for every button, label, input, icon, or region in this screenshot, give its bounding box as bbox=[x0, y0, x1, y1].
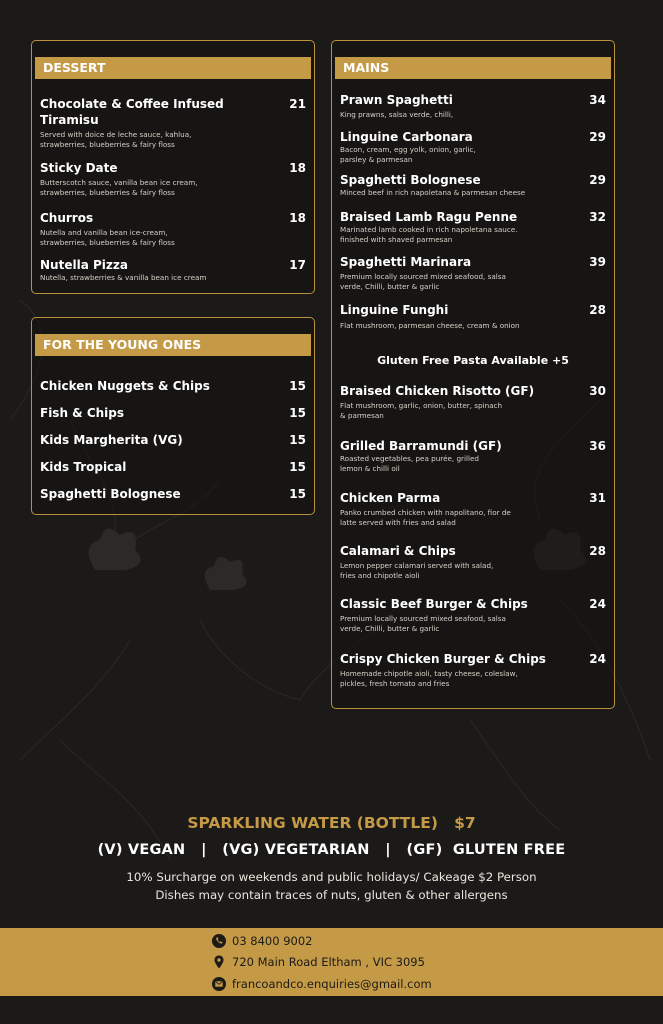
item-description: Nutella and vanilla bean ice-cream, strawberries, blueberries & fairy floss bbox=[40, 228, 175, 247]
item-price: 28 bbox=[589, 544, 606, 558]
menu-item bbox=[340, 209, 606, 244]
item-name: Spaghetti Marinara bbox=[340, 255, 472, 269]
item-price: 39 bbox=[589, 255, 606, 269]
item-description: Lemon pepper calamari served with salad, fries and chipotle aioli bbox=[340, 561, 494, 580]
menu-item bbox=[40, 257, 306, 283]
item-name: Classic Beef Burger & Chips bbox=[340, 597, 528, 611]
address-contact bbox=[212, 954, 425, 970]
item-price: 15 bbox=[289, 406, 306, 420]
item-name: Braised Chicken Risotto (GF) bbox=[340, 384, 535, 398]
item-price: 21 bbox=[289, 97, 306, 111]
item-description: Served with doice de leche sauce, kahlua, strawberries, blueberries & fairy floss bbox=[40, 130, 192, 149]
mains-panel bbox=[331, 40, 615, 709]
item-price: 24 bbox=[589, 652, 606, 666]
item-price: 15 bbox=[289, 379, 306, 393]
menu-item bbox=[340, 254, 606, 291]
item-name: Linguine Funghi bbox=[340, 303, 449, 317]
kids-panel bbox=[31, 317, 315, 515]
item-name: Linguine Carbonara bbox=[340, 130, 473, 144]
item-name: Kids Margherita (VG) bbox=[40, 433, 183, 447]
item-description: Homemade chipotle aioli, tasty cheese, coleslaw, pickles, fresh tomato and fries bbox=[340, 669, 518, 688]
item-price: 18 bbox=[289, 161, 306, 175]
phone-number: 03 8400 9002 bbox=[232, 934, 313, 948]
item-name: Sticky Date bbox=[40, 161, 118, 175]
item-price: 15 bbox=[289, 460, 306, 474]
phone-contact[interactable] bbox=[212, 933, 312, 949]
email-address: francoandco.enquiries@gmail.com bbox=[232, 977, 432, 991]
gluten-free-pasta-note: Gluten Free Pasta Available +5 bbox=[377, 354, 569, 367]
menu-item bbox=[40, 378, 306, 394]
item-price: 18 bbox=[289, 211, 306, 225]
item-name: Braised Lamb Ragu Penne bbox=[340, 210, 518, 224]
item-name: Chicken Nuggets & Chips bbox=[40, 379, 210, 393]
menu-item bbox=[40, 210, 306, 247]
dietary-legend: (V) VEGAN | (VG) VEGETARIAN | (GF) GLUTEN FREE bbox=[97, 842, 566, 858]
dessert-title: DESSERT bbox=[35, 57, 311, 79]
item-price: 24 bbox=[589, 597, 606, 611]
menu-item bbox=[40, 459, 306, 475]
item-name: Spaghetti Bolognese bbox=[40, 487, 181, 501]
item-description: Premium locally sourced mixed seafood, salsa verde, Chilli, butter & garlic bbox=[340, 272, 506, 291]
menu-item bbox=[340, 172, 606, 198]
menu-item bbox=[340, 302, 606, 331]
menu-item bbox=[40, 96, 306, 149]
item-description: Butterscotch sauce, vanilla bean ice cream, strawberries, blueberries & fairy floss bbox=[40, 178, 198, 197]
allergen-note: Dishes may contain traces of nuts, gluten & other allergens bbox=[155, 888, 508, 902]
item-price: 34 bbox=[589, 93, 606, 107]
menu-item bbox=[340, 129, 606, 164]
item-description: Roasted vegetables, pea purée, grilled lemon & chilli oil bbox=[340, 454, 479, 473]
item-name: Crispy Chicken Burger & Chips bbox=[340, 652, 546, 666]
menu-item bbox=[340, 490, 606, 527]
menu-item bbox=[340, 92, 606, 120]
mains-title: MAINS bbox=[335, 57, 611, 79]
item-price: 15 bbox=[289, 433, 306, 447]
item-price: 29 bbox=[589, 130, 606, 144]
item-price: 29 bbox=[589, 173, 606, 187]
item-description: Bacon, cream, egg yolk, onion, garlic, parsley & parmesan bbox=[340, 145, 476, 164]
item-description: Minced beef in rich napoletana & parmesan cheese bbox=[340, 188, 526, 197]
dessert-panel bbox=[31, 40, 315, 294]
item-name: Chocolate & Coffee Infused Tiramisu bbox=[40, 97, 224, 127]
menu-item bbox=[40, 486, 306, 502]
item-price: 28 bbox=[589, 303, 606, 317]
email-icon bbox=[212, 977, 226, 991]
menu-item bbox=[340, 383, 606, 420]
item-description: Nutella, strawberries & vanilla bean ice cream bbox=[40, 273, 207, 282]
menu-item bbox=[340, 651, 606, 688]
item-price: 36 bbox=[589, 439, 606, 453]
item-name: Nutella Pizza bbox=[40, 258, 128, 272]
item-price: 32 bbox=[589, 210, 606, 224]
menu-item bbox=[40, 432, 306, 448]
item-name: Kids Tropical bbox=[40, 460, 127, 474]
item-description: Flat mushroom, garlic, onion, butter, spinach & parmesan bbox=[340, 401, 503, 420]
item-description: King prawns, salsa verde, chilli, bbox=[340, 110, 454, 119]
item-description: Panko crumbed chicken with napolitano, fior de latte served with fries and salad bbox=[340, 508, 511, 527]
item-price: 17 bbox=[289, 258, 306, 272]
item-name: Chicken Parma bbox=[340, 491, 441, 505]
item-name: Grilled Barramundi (GF) bbox=[340, 439, 502, 453]
item-price: 15 bbox=[289, 487, 306, 501]
kids-title: FOR THE YOUNG ONES bbox=[35, 334, 311, 356]
item-name: Fish & Chips bbox=[40, 406, 125, 420]
surcharge-note: 10% Surcharge on weekends and public holidays/ Cakeage $2 Person bbox=[126, 870, 537, 884]
location-pin-icon bbox=[212, 955, 226, 969]
item-description: Premium locally sourced mixed seafood, salsa verde, Chilli, butter & garlic bbox=[340, 614, 506, 633]
menu-item bbox=[40, 160, 306, 197]
menu-item bbox=[340, 543, 606, 580]
item-name: Prawn Spaghetti bbox=[340, 93, 453, 107]
item-description: Marinated lamb cooked in rich napoletana sauce. finished with shaved parmesan bbox=[340, 225, 518, 244]
phone-icon bbox=[212, 934, 226, 948]
contact-footer bbox=[0, 928, 663, 996]
item-name: Churros bbox=[40, 211, 94, 225]
email-contact[interactable] bbox=[212, 976, 432, 992]
item-name: Spaghetti Bolognese bbox=[340, 173, 481, 187]
sparkling-water-price: SPARKLING WATER (BOTTLE) $7 bbox=[187, 814, 476, 832]
item-price: 31 bbox=[589, 491, 606, 505]
item-name: Calamari & Chips bbox=[340, 544, 456, 558]
item-price: 30 bbox=[589, 384, 606, 398]
menu-item bbox=[340, 596, 606, 633]
menu-item bbox=[40, 405, 306, 421]
item-description: Flat mushroom, parmesan cheese, cream & onion bbox=[340, 321, 520, 330]
address: 720 Main Road Eltham , VIC 3095 bbox=[232, 955, 425, 969]
menu-item bbox=[340, 438, 606, 473]
